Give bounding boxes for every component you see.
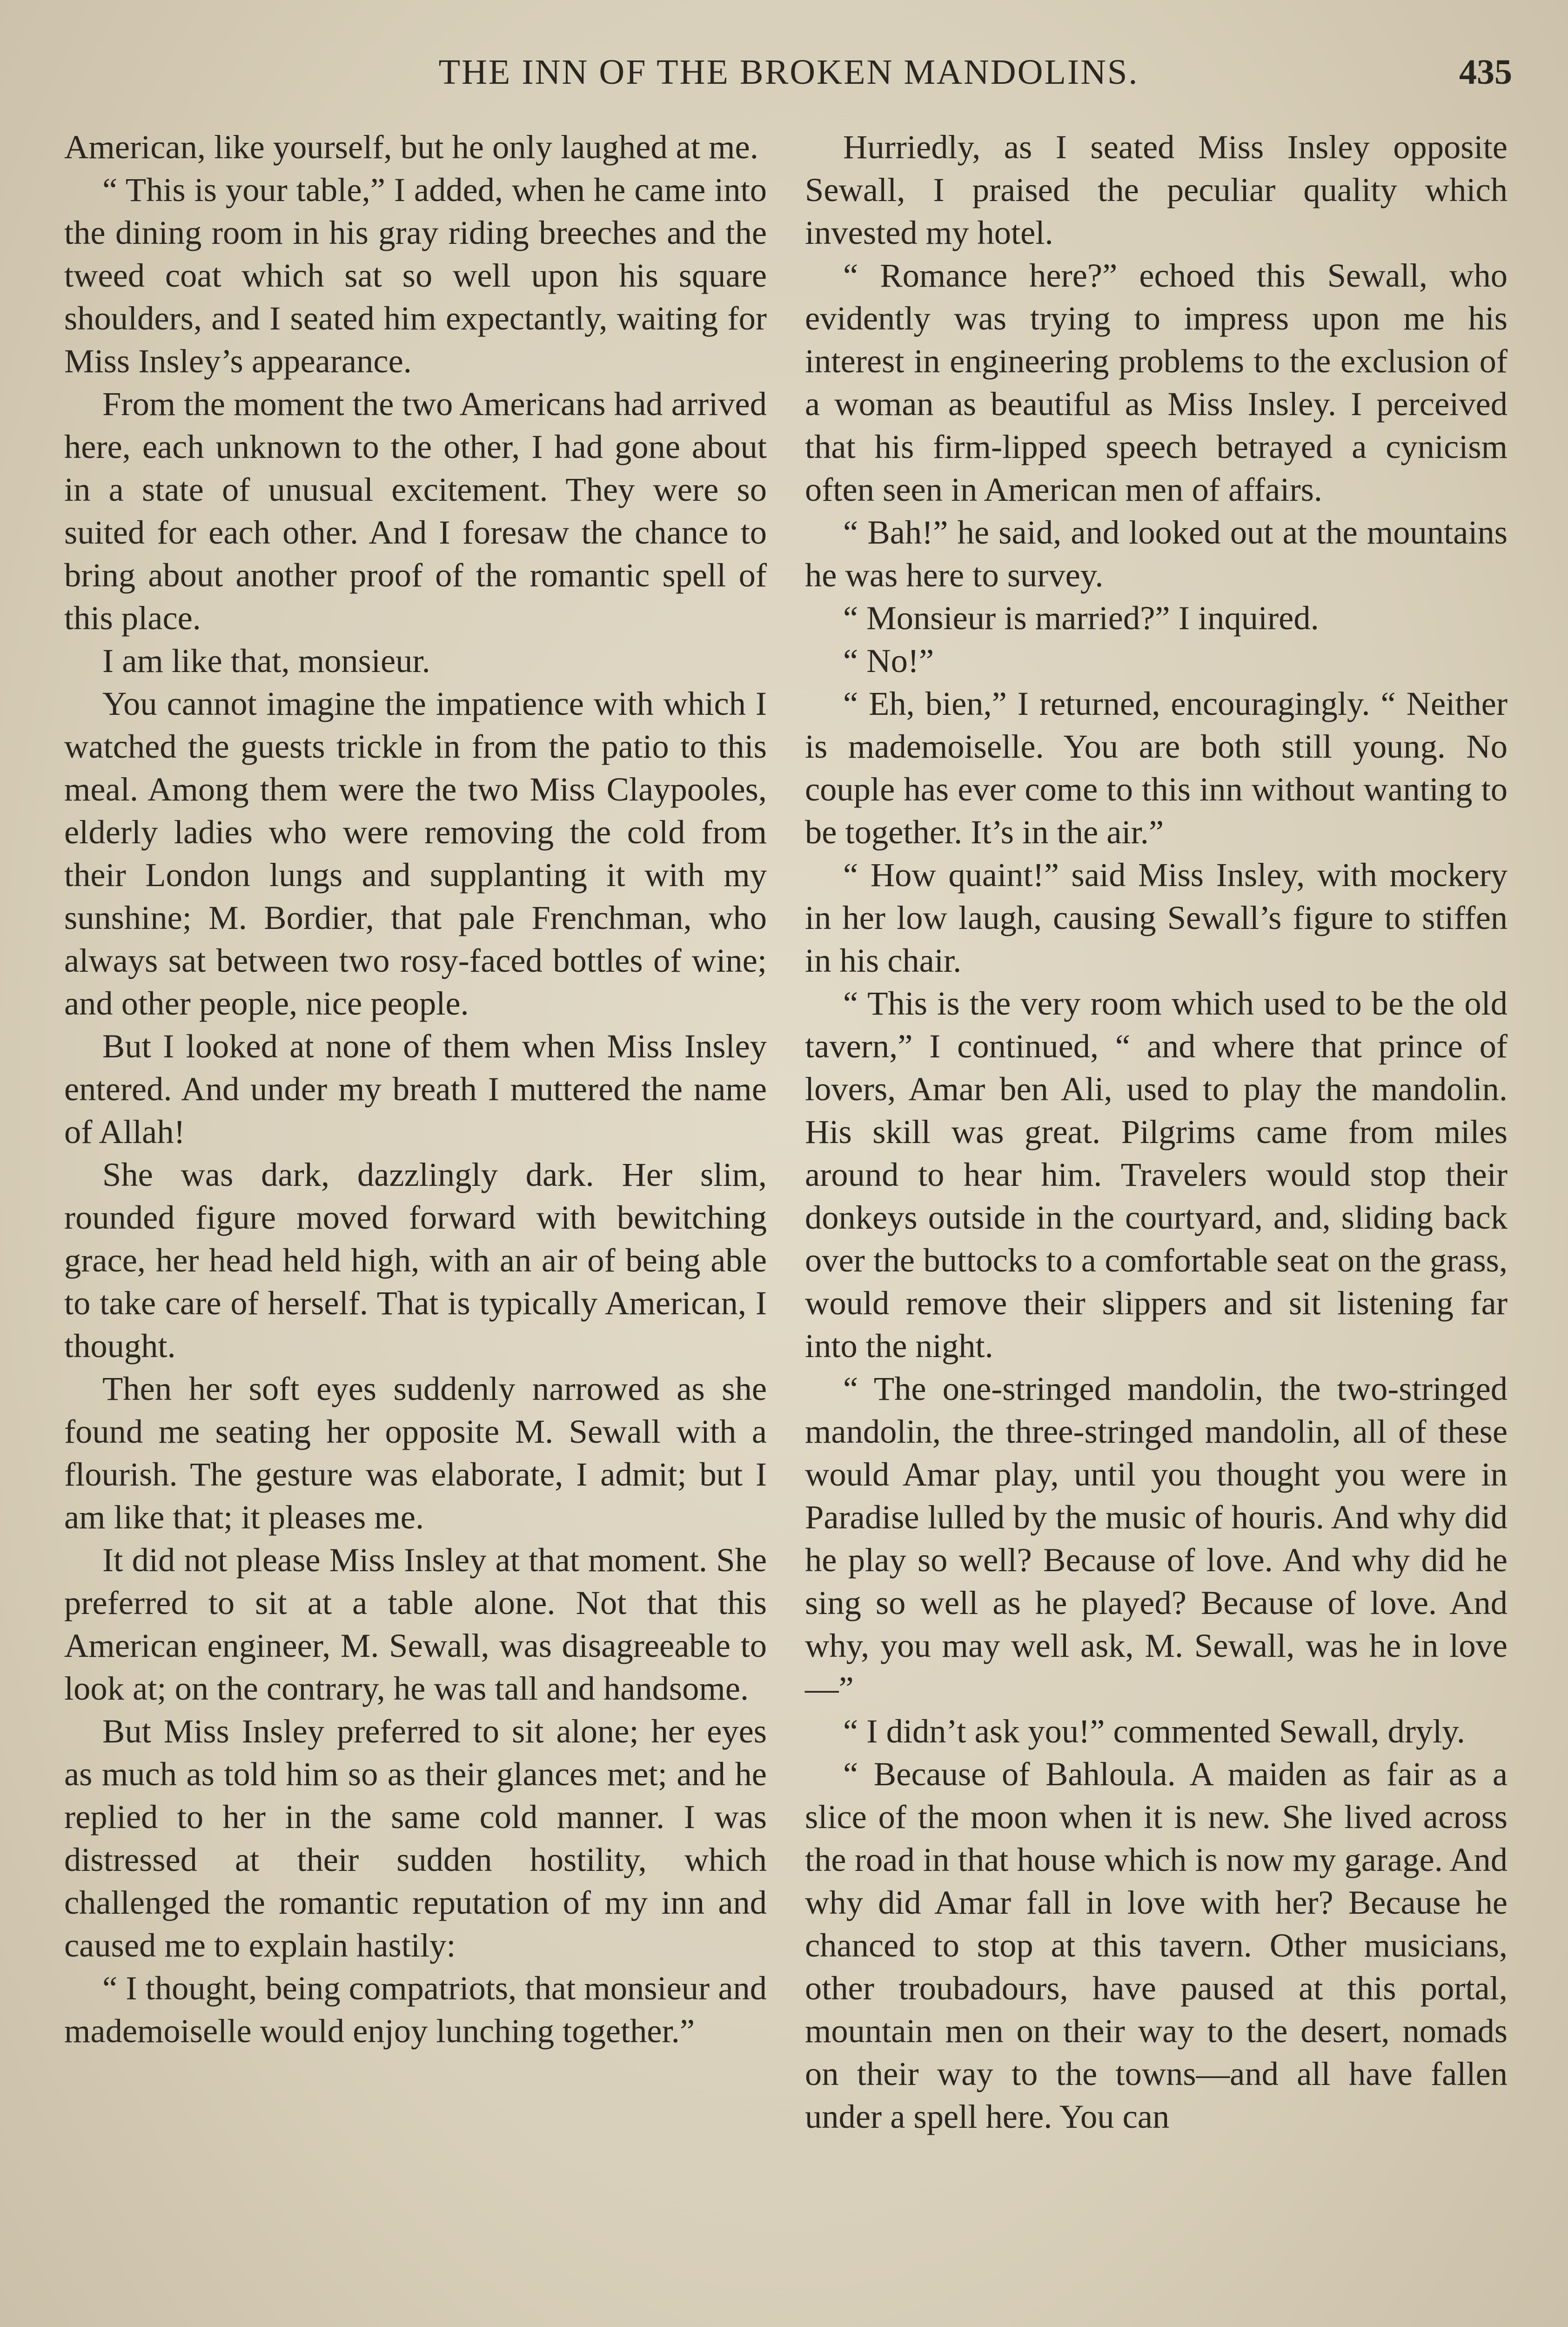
paragraph: From the moment the two Americans had arrived here, each unknown to the other, I had gone about in a state of unusual excitement. They were so suited for each other. And I foresaw the chance to bring about another proof of the romantic spell of this place. <box>64 385 767 637</box>
left-text-column <box>64 126 767 2052</box>
paragraph: “ Because of Bahloula. A maiden as fair as a slice of the moon when it is new. She lived across the road in that house which is now my garage. And why did Amar fall in love with her? Because he chanced to stop at this tavern. Other musicians, other troubadours, have paused at this portal, mountain men on their way to the desert, nomads on their way to the towns—and all have fallen under a spell here. You can <box>805 1755 1508 2135</box>
paragraph: “ Monsieur is married?” I inquired. <box>843 599 1319 637</box>
paragraph: “ I thought, being compatriots, that monsieur and mademoiselle would enjoy lunching together.” <box>64 1969 767 2050</box>
paragraph: “ Eh, bien,” I returned, encouragingly. “ Neither is mademoiselle. You are both still young. No couple has ever come to this inn without wanting to be together. It’s in the air.” <box>805 685 1508 851</box>
paragraph: But I looked at none of them when Miss Insley entered. And under my breath I muttered the name of Allah! <box>64 1027 767 1150</box>
paragraph: “ The one-stringed mandolin, the two-stringed mandolin, the three-stringed mandolin, all of these would Amar play, until you thought you were in Paradise lulled by the music of houris. And why did he play so well? Because of love. And why did he sing so well as he played? Because of love. And why, you may well ask, M. Sewall, was he in love—” <box>805 1370 1508 1707</box>
page-header <box>65 47 1512 98</box>
paragraph: “ This is the very room which used to be the old tavern,” I continued, “ and where that prince of lovers, Amar ben Ali, used to play the mandolin. His skill was great. Pilgrims came from miles around to hear him. Travelers would stop their donkeys outside in the courtyard, and, sliding back over the buttocks to a comfortable seat on the grass, would remove their slippers and sit listening far into the night. <box>805 984 1508 1365</box>
paragraph: “ Romance here?” echoed this Sewall, who evidently was trying to impress upon me his interest in engineering problems to the exclusion of a woman as beautiful as Miss Insley. I perceived that his firm-lipped speech betrayed a cynicism often seen in American men of affairs. <box>805 256 1508 508</box>
paragraph: “ This is your table,” I added, when he came into the dining room in his gray riding breeches and the tweed coat which sat so well upon his square shoulders, and I seated him expectantly, waiting for Miss Insley’s appearance. <box>64 171 767 380</box>
page-number: 435 <box>1459 53 1512 92</box>
paragraph: American, like yourself, but he only laughed at me. <box>64 128 758 166</box>
paragraph: “ I didn’t ask you!” commented Sewall, dryly. <box>843 1712 1465 1750</box>
paragraph: Then her soft eyes suddenly narrowed as she found me seating her opposite M. Sewall with a flourish. The gesture was elaborate, I admit; but I am like that; it pleases me. <box>64 1370 767 1536</box>
paragraph: But Miss Insley preferred to sit alone; her eyes as much as told him so as their glances met; and he replied to her in the same cold manner. I was distressed at their sudden hostility, which challenged the romantic reputation of my inn and caused me to explain hastily: <box>64 1712 767 1964</box>
right-text-column <box>805 126 1508 2138</box>
paragraph: “ How quaint!” said Miss Insley, with mockery in her low laugh, causing Sewall’s figure to stiffen in his chair. <box>805 856 1508 979</box>
paragraph: She was dark, dazzlingly dark. Her slim, rounded figure moved forward with bewitching grace, her head held high, with an air of being able to take care of herself. That is typically American, I thought. <box>64 1156 767 1365</box>
paragraph: You cannot imagine the impatience with which I watched the guests trickle in from the patio to this meal. Among them were the two Miss Claypooles, elderly ladies who were removing the cold from their London lungs and supplanting it with my sunshine; M. Bordier, that pale Frenchman, who always sat between two rosy-faced bottles of wine; and other people, nice people. <box>64 685 767 1022</box>
running-title: THE INN OF THE BROKEN MANDOLINS. <box>438 53 1139 92</box>
paragraph: It did not please Miss Insley at that moment. She preferred to sit at a table alone. Not that this American engineer, M. Sewall, was disagreeable to look at; on the contrary, he was tall and handsome. <box>64 1541 767 1707</box>
paragraph: “ No!” <box>843 642 934 679</box>
paragraph: Hurriedly, as I seated Miss Insley opposite Sewall, I praised the peculiar quality which invested my hotel. <box>805 128 1508 251</box>
paragraph: “ Bah!” he said, and looked out at the mountains he was here to survey. <box>805 513 1508 594</box>
paragraph: I am like that, monsieur. <box>102 642 430 679</box>
